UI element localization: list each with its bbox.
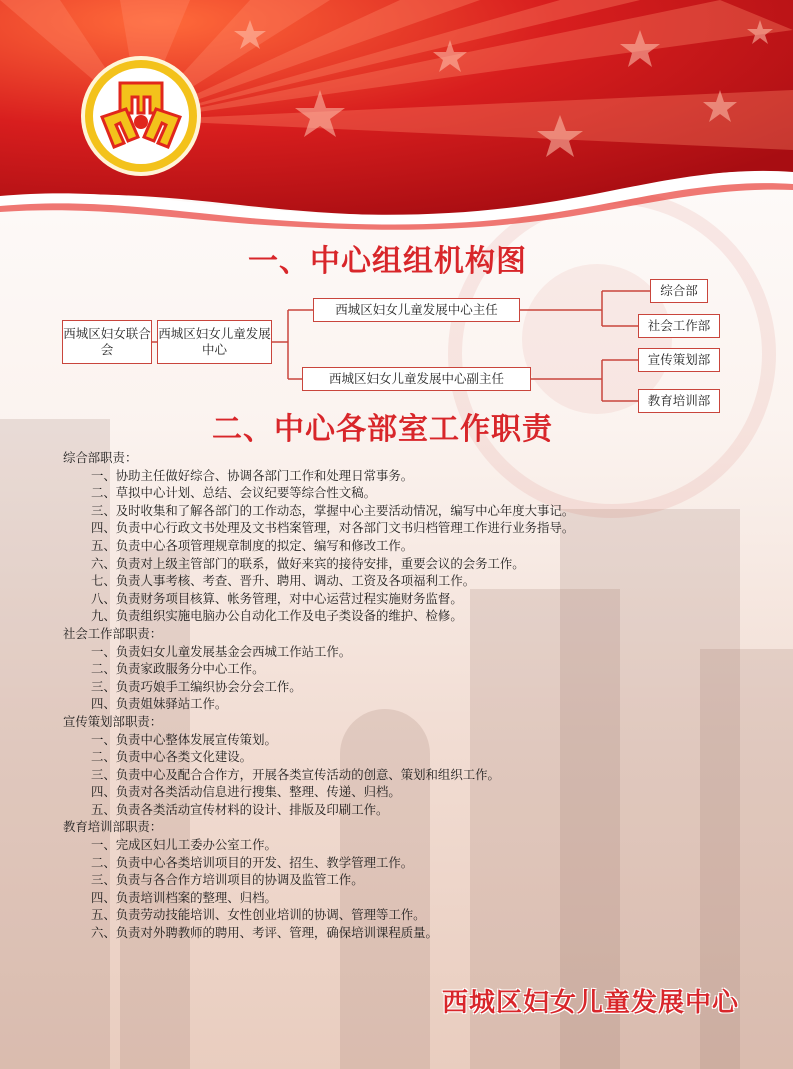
duty-item: 四、负责姐妹驿站工作。 [91, 696, 228, 712]
org-node-deputy-director: 西城区妇女儿童发展中心副主任 [302, 367, 531, 391]
duty-item: 五、负责中心各项管理规章制度的拟定、编写和修改工作。 [91, 537, 414, 553]
duty-item: 三、负责与各合作方培训项目的协调及监管工作。 [91, 872, 364, 888]
org-node-training-dept: 教育培训部 [638, 389, 720, 413]
duty-item: 二、负责中心各类文化建设。 [91, 749, 253, 765]
duties-heading: 二、中心各部室工作职责 [212, 412, 553, 447]
duty-item: 一、协助主任做好综合、协调各部门工作和处理日常事务。 [91, 467, 414, 483]
org-node-women-federation: 西城区妇女联合会 [62, 320, 152, 364]
footer-org-name: 西城区妇女儿童发展中心 [442, 988, 740, 1018]
section-title-publicity: 宣传策划部职责： [63, 713, 163, 729]
duty-item: 五、负责劳动技能培训、女性创业培训的协调、管理等工作。 [91, 907, 426, 923]
duty-item: 一、负责妇女儿童发展基金会西城工作站工作。 [91, 643, 352, 659]
duty-item: 九、负责组织实施电脑办公自动化工作及电子类设备的维护、检修。 [91, 608, 463, 624]
section-title-training: 教育培训部职责： [63, 819, 163, 835]
duty-item: 三、负责中心及配合合作方，开展各类宣传活动的创意、策划和组织工作。 [91, 766, 500, 782]
org-chart [0, 0, 793, 420]
org-node-general-dept: 综合部 [650, 279, 708, 303]
org-node-social-work-dept: 社会工作部 [638, 314, 720, 338]
duty-item: 五、负责各类活动宣传材料的设计、排版及印刷工作。 [91, 801, 389, 817]
duty-item: 四、负责中心行政文书处理及文书档案管理，对各部门文书归档管理工作进行业务指导。 [91, 520, 575, 536]
duty-item: 二、草拟中心计划、总结、会议纪要等综合性文稿。 [91, 485, 376, 501]
duty-item: 二、负责中心各类培训项目的开发、招生、教学管理工作。 [91, 854, 414, 870]
section-title-general: 综合部职责： [63, 450, 138, 465]
duty-item: 八、负责财务项目核算、帐务管理，对中心运营过程实施财务监督。 [91, 590, 463, 606]
duty-item: 一、负责中心整体发展宣传策划。 [91, 731, 277, 747]
duty-item: 六、负责对上级主管部门的联系，做好来宾的接待安排，重要会议的会务工作。 [91, 555, 525, 571]
duty-item: 七、负责人事考核、考查、晋升、聘用、调动、工资及各项福利工作。 [91, 573, 476, 589]
org-node-publicity-dept: 宣传策划部 [638, 348, 720, 372]
duty-item: 二、负责家政服务分中心工作。 [91, 661, 265, 677]
org-chart-heading: 一、中心组组机构图 [248, 244, 527, 279]
duty-item: 三、负责巧娘手工编织协会分会工作。 [91, 678, 302, 694]
duty-item: 四、负责培训档案的整理、归档。 [91, 889, 277, 905]
duties-list [63, 449, 763, 942]
duty-item: 六、负责对外聘教师的聘用、考评、管理，确保培训课程质量。 [91, 925, 438, 941]
section-title-social-work: 社会工作部职责： [63, 625, 163, 641]
org-node-director: 西城区妇女儿童发展中心主任 [313, 298, 520, 322]
duty-item: 一、完成区妇儿工委办公室工作。 [91, 837, 277, 853]
duty-item: 四、负责对各类活动信息进行搜集、整理、传递、归档。 [91, 784, 401, 800]
duty-item: 三、及时收集和了解各部门的工作动态，掌握中心主要活动情况，编写中心年度大事记。 [91, 502, 575, 518]
org-node-development-center: 西城区妇女儿童发展中心 [157, 320, 272, 364]
